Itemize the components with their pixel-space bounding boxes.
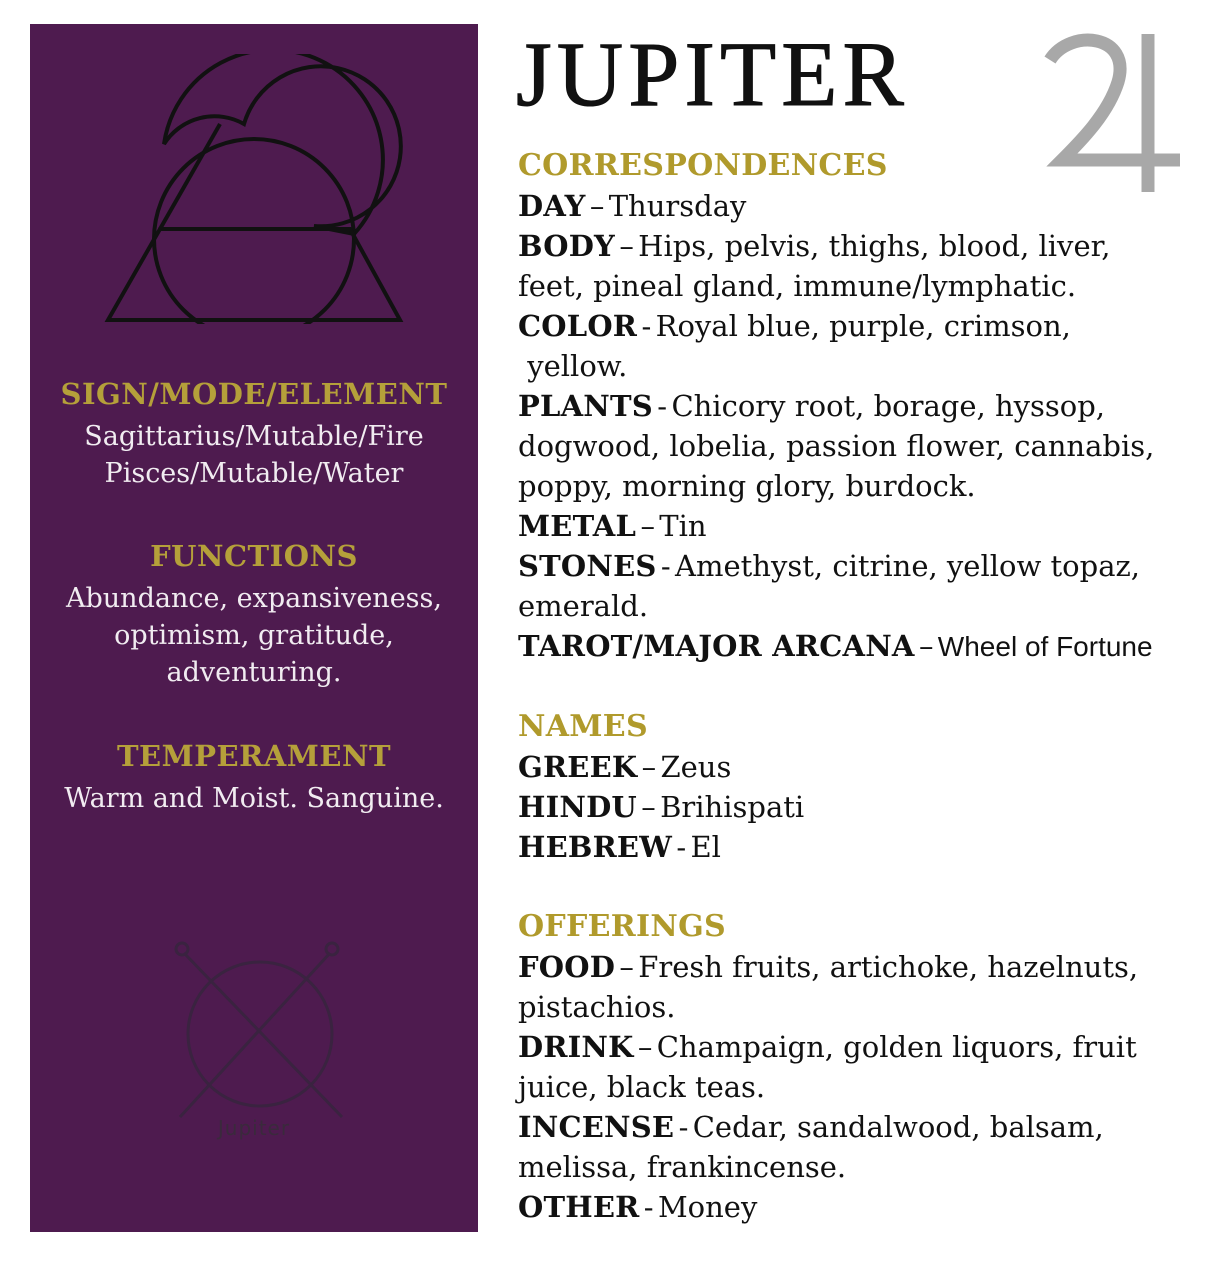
temperament-block xyxy=(30,738,478,817)
jupiter-sigil-icon xyxy=(170,939,350,1134)
entry-key: TAROT/MAJOR ARCANA xyxy=(518,629,915,663)
sign-line: Sagittarius/Mutable/Fire xyxy=(84,421,424,452)
entry-separator: – xyxy=(619,950,634,984)
entry-key: GREEK xyxy=(518,750,638,784)
section-heading: NAMES xyxy=(518,709,648,744)
entry-color xyxy=(518,306,1198,386)
entry-value: poppy, morning glory, burdock. xyxy=(518,469,976,503)
entry-body xyxy=(518,226,1198,306)
entry-key: BODY xyxy=(518,229,615,263)
entry-separator: – xyxy=(640,509,655,543)
entry-value: Wheel of Fortune xyxy=(937,631,1153,662)
entry-key: STONES xyxy=(518,549,657,583)
functions-line: optimism, gratitude, xyxy=(114,620,394,651)
entry-value: Fresh fruits, artichoke, hazelnuts, xyxy=(638,950,1139,984)
entry-plants xyxy=(518,386,1198,506)
entry-key: PLANTS xyxy=(518,389,653,423)
entry-key: METAL xyxy=(518,509,637,543)
entry-key: DAY xyxy=(518,189,586,223)
entry-key: OTHER xyxy=(518,1190,640,1224)
entry-incense xyxy=(518,1107,1198,1187)
entry-separator: – xyxy=(641,750,657,784)
entry-greek xyxy=(518,747,1198,787)
functions-line: Abundance, expansiveness, xyxy=(66,583,442,614)
entry-drink xyxy=(518,1027,1198,1107)
sidebar-panel xyxy=(30,24,478,1232)
sign-line: Pisces/Mutable/Water xyxy=(104,458,404,489)
sigil-label: Jupiter xyxy=(217,1116,291,1140)
entry-separator: - xyxy=(641,309,652,343)
entry-food xyxy=(518,947,1198,1027)
entry-value: El xyxy=(690,830,721,864)
entry-value: Chicory root, borage, hyssop, xyxy=(671,389,1106,423)
entry-hebrew xyxy=(518,827,1198,867)
entry-key: INCENSE xyxy=(518,1110,675,1144)
sign-mode-element-heading: SIGN/MODE/ELEMENT xyxy=(60,377,448,411)
entry-key: HINDU xyxy=(518,790,637,824)
entry-separator: - xyxy=(643,1190,654,1224)
entry-separator: – xyxy=(918,629,934,663)
temperament-heading: TEMPERAMENT xyxy=(116,739,392,773)
entry-value: pistachios. xyxy=(518,990,676,1024)
entry-metal xyxy=(518,506,1198,546)
entry-key: DRINK xyxy=(518,1030,634,1064)
entry-value: Thursday xyxy=(608,189,747,223)
sign-mode-element-block xyxy=(30,376,478,492)
entry-tarot-major-arcana xyxy=(518,626,1198,667)
entry-separator: - xyxy=(660,549,671,583)
temperament-line: Warm and Moist. Sanguine. xyxy=(64,783,444,814)
entry-value: melissa, frankincense. xyxy=(518,1150,847,1184)
entry-value: Royal blue, purple, crimson, xyxy=(655,309,1071,343)
entry-separator: - xyxy=(678,1110,689,1144)
entry-value: dogwood, lobelia, passion flower, cannabis, xyxy=(518,429,1155,463)
alchemical-tin-symbol-icon xyxy=(104,54,404,324)
entry-value: emerald. xyxy=(518,589,649,623)
entry-key: FOOD xyxy=(518,950,616,984)
entry-value: yellow. xyxy=(518,349,628,383)
entry-separator: – xyxy=(589,189,605,223)
entry-value: feet, pineal gland, immune/lymphatic. xyxy=(518,269,1077,303)
section-spacer xyxy=(518,667,1198,707)
correspondences-content xyxy=(518,146,1198,1227)
entry-value: Tin xyxy=(659,509,707,543)
entry-separator: – xyxy=(641,790,656,824)
section-spacer xyxy=(518,867,1198,907)
entry-value: Money xyxy=(657,1190,758,1224)
page-title: JUPITER xyxy=(516,23,909,125)
entry-key: COLOR xyxy=(518,309,638,343)
section-heading: CORRESPONDENCES xyxy=(518,148,888,183)
functions-block xyxy=(30,538,478,691)
entry-separator: – xyxy=(637,1030,653,1064)
entry-value: Cedar, sandalwood, balsam, xyxy=(692,1110,1104,1144)
entry-stones xyxy=(518,546,1198,626)
entry-value: Champaign, golden liquors, fruit xyxy=(656,1030,1137,1064)
entry-hindu xyxy=(518,787,1198,827)
entry-separator: - xyxy=(676,830,687,864)
entry-value: Amethyst, citrine, yellow topaz, xyxy=(675,549,1140,583)
entry-separator: - xyxy=(657,389,668,423)
functions-heading: FUNCTIONS xyxy=(150,539,358,573)
section-heading: OFFERINGS xyxy=(518,909,726,944)
entry-other xyxy=(518,1187,1198,1227)
entry-value: Brihispati xyxy=(660,790,805,824)
entry-value: juice, black teas. xyxy=(518,1070,766,1104)
entry-key: HEBREW xyxy=(518,830,672,864)
functions-line: adventuring. xyxy=(166,657,342,688)
entry-value: Zeus xyxy=(660,750,732,784)
entry-day xyxy=(518,186,1198,226)
entry-separator: – xyxy=(619,229,634,263)
entry-value: Hips, pelvis, thighs, blood, liver, xyxy=(638,229,1111,263)
